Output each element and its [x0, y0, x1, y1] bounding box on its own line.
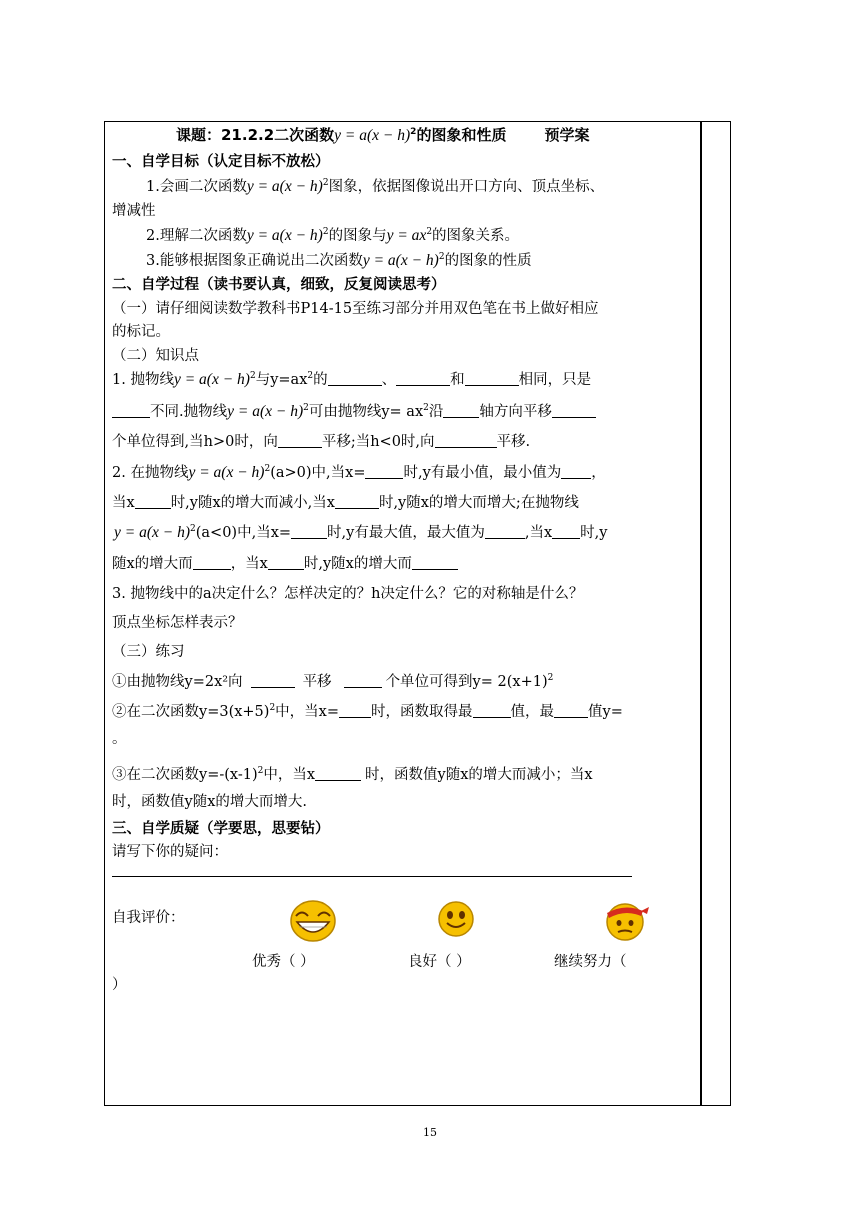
- blank[interactable]: [112, 403, 150, 418]
- smiling-face-icon: [436, 899, 476, 939]
- goal-1: 1.会画二次函数$y = a(x - h)^2$图象，依据图像说出开口方向、顶点坐标、: [146, 178, 605, 195]
- exercise-3-cont: 时，函数值y随x的增大而增大.: [112, 794, 307, 810]
- blank[interactable]: [344, 673, 382, 688]
- self-evaluation-label: 自我评价：: [112, 910, 185, 926]
- notes-column-divider: [700, 121, 702, 1106]
- blank[interactable]: [251, 673, 295, 688]
- exercise-1: ①由抛物线y=2x²向 平移 个单位可得到$y= 2(x+1)^2$: [112, 673, 554, 690]
- blank[interactable]: [552, 524, 580, 539]
- blank[interactable]: [365, 464, 403, 479]
- page-number: 15: [423, 1126, 437, 1139]
- blank[interactable]: [396, 371, 450, 386]
- blank[interactable]: [435, 433, 497, 448]
- lesson-title: 课题：21.2.2二次函数$y = a(x - h)^2$的图象和性质 预学案: [176, 126, 590, 144]
- blank[interactable]: [339, 703, 371, 718]
- laughing-face-icon: [287, 896, 339, 944]
- blank[interactable]: [291, 524, 327, 539]
- blank[interactable]: [315, 766, 361, 781]
- blank[interactable]: [561, 464, 591, 479]
- blank[interactable]: [412, 555, 458, 570]
- blank[interactable]: [328, 371, 382, 386]
- exercise-2-cont: 。: [112, 731, 127, 747]
- rating-good[interactable]: 良好（ ）: [408, 954, 471, 970]
- exercise-3: ③在二次函数$y=-(x-1)^2$中，当x 时，函数值y随x的增大而减小；当x: [112, 766, 593, 783]
- blank[interactable]: [135, 494, 171, 509]
- knowledge-1-cont2: 个单位得到,当h>0时，向 平移;当h<0时,向 平移.: [112, 434, 531, 450]
- reading-instruction: （一）请仔细阅读数学教科书P14-15至练习部分并用双色笔在书上做好相应: [112, 301, 599, 317]
- blank[interactable]: [335, 494, 379, 509]
- section-2-heading: 二、自学过程（读书要认真，细致，反复阅读思考）: [112, 277, 446, 293]
- knowledge-3-cont: 顶点坐标怎样表示？: [112, 615, 243, 631]
- exercise-2: ②在二次函数$y=3(x+5)^2$中，当x= 时，函数取得最 值，最 值y=: [112, 703, 623, 720]
- knowledge-2: 2. 在抛物线$y = a(x - h)^2(a>0)$中,当x= 时,y有最小值，最小值为 ，: [112, 464, 606, 481]
- rating-keep-trying[interactable]: 继续努力（: [554, 954, 627, 970]
- knowledge-2-cont: 当x 时,y随x的增大而减小,当x 时,y随x的增大而增大;在抛物线: [112, 495, 579, 511]
- blank[interactable]: [268, 555, 304, 570]
- blank[interactable]: [193, 555, 231, 570]
- determined-face-icon: [603, 897, 651, 943]
- blank[interactable]: [485, 524, 525, 539]
- section-1-heading: 一、自学目标（认定目标不放松）: [112, 154, 330, 170]
- section-3-heading: 三、自学质疑（学要思，思要钻）: [112, 821, 330, 837]
- exercise-heading: （三）练习: [112, 644, 185, 660]
- knowledge-1: 1. 抛物线$y = a(x - h)^2$与$y=ax^2$的 、 和 相同，只是: [112, 371, 592, 388]
- blank[interactable]: [554, 703, 588, 718]
- question-prompt: 请写下你的疑问：: [112, 844, 228, 860]
- question-answer-line[interactable]: [112, 876, 632, 877]
- knowledge-heading: （二）知识点: [112, 348, 199, 364]
- goal-1-cont: 增减性: [112, 203, 156, 219]
- blank[interactable]: [473, 703, 511, 718]
- knowledge-1-cont: 不同.抛物线$y = a(x - h)^2$可由抛物线$y= ax^2$沿 轴方向平移: [112, 400, 596, 421]
- blank[interactable]: [465, 371, 519, 386]
- blank[interactable]: [552, 403, 596, 418]
- goal-3: 3.能够根据图象正确说出二次函数$y = a(x - h)^2$的图象的性质: [146, 252, 532, 269]
- reading-instruction-cont: 的标记。: [112, 324, 170, 340]
- rating-keep-trying-close: ）: [112, 977, 127, 993]
- blank[interactable]: [443, 403, 479, 418]
- goal-2: 2.理解二次函数$y = a(x - h)^2$的图象与$y = ax^2$的图象关系。: [146, 227, 520, 244]
- knowledge-2-cont3: 随x的增大而 ，当x 时,y随x的增大而: [112, 552, 458, 573]
- rating-excellent[interactable]: 优秀（ ）: [252, 954, 315, 970]
- blank[interactable]: [278, 433, 322, 448]
- knowledge-3: 3. 抛物线中的a决定什么？怎样决定的？h决定什么？它的对称轴是什么？: [112, 586, 584, 602]
- knowledge-2-cont2: $y = a(x - h)^2(a<0)$中,当x= 时,y有最大值，最大值为 ,当x 时,y: [114, 524, 608, 541]
